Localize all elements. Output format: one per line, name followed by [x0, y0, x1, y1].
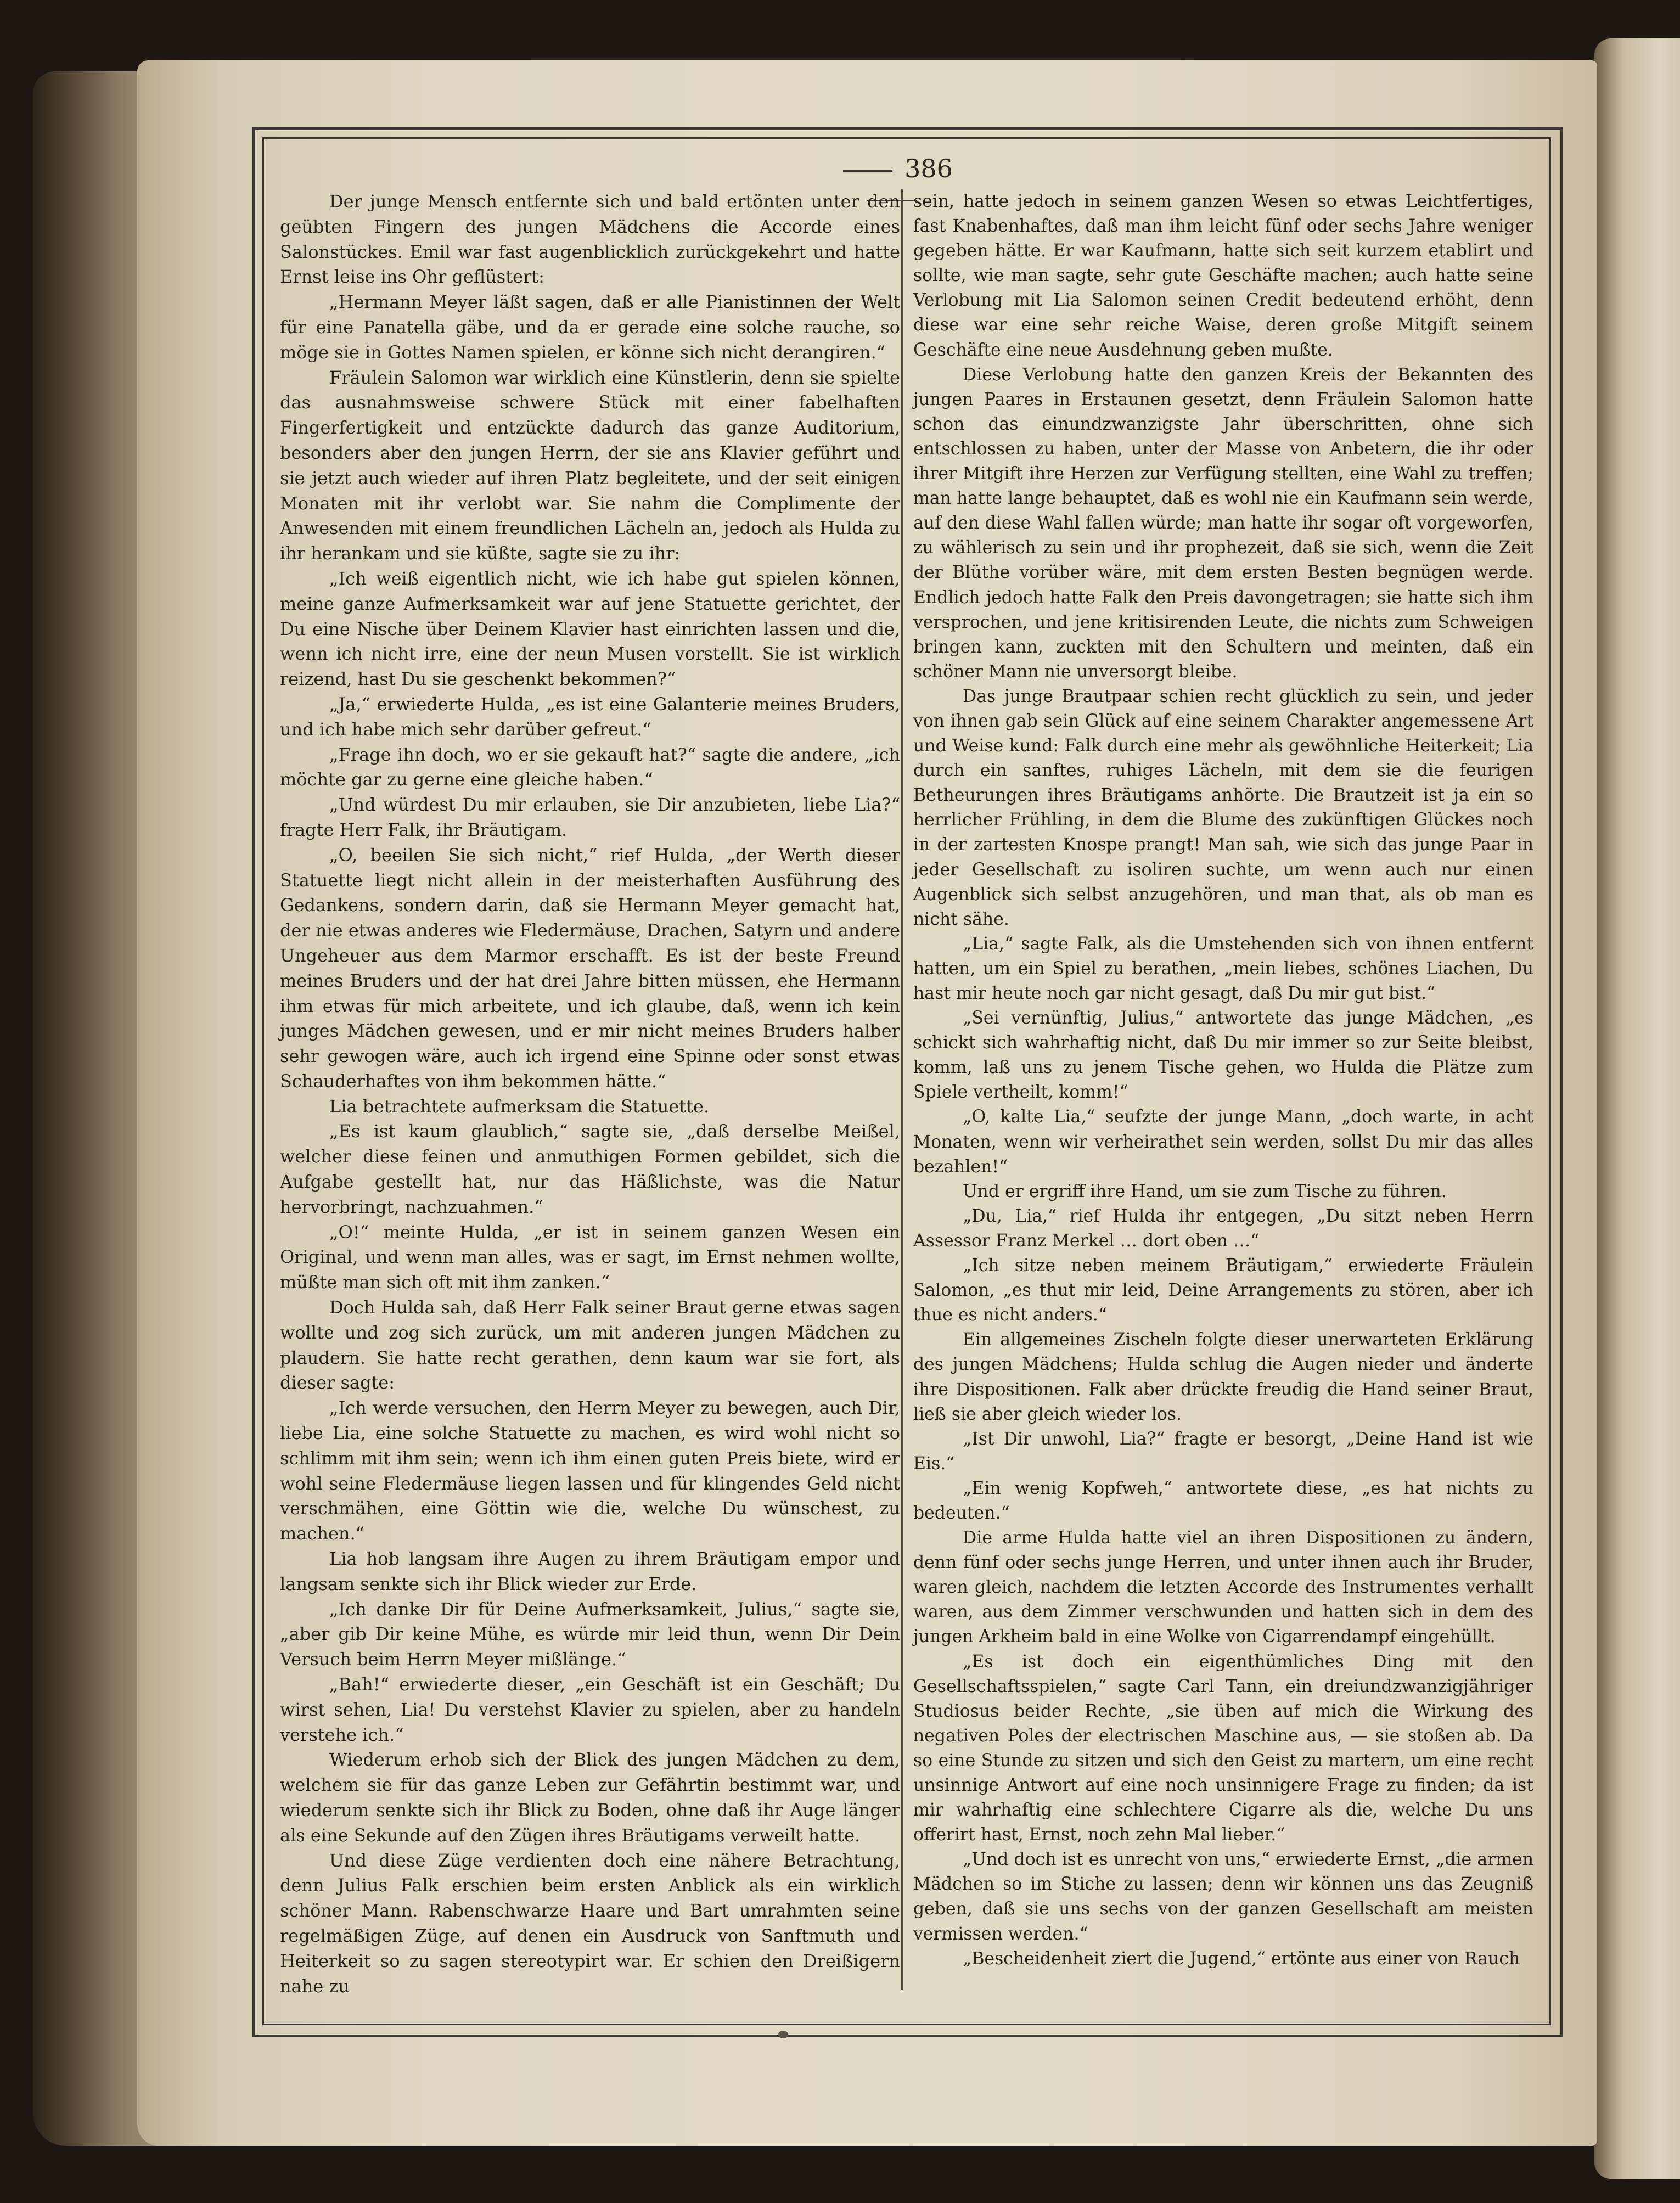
paragraph: Lia betrachtete aufmerksam die Statuette.: [329, 1095, 710, 1117]
paragraph: Der junge Mensch entfernte sich und bald ertönten unter den geübten Fingern des jungen Mädchens die Accorde eines Salonstückes. Emil war fast augenblicklich zurückgekehrt und hatte Ernst leise ins Ohr geflüstert:: [280, 191, 900, 288]
paragraph: Fräulein Salomon war wirklich eine Künstlerin, denn sie spielte das ausnahmsweise schwere Stück mit einer fabelhaften Fingerfertigkeit und entzückte dadurch das ganze Auditorium, besonders aber den jungen Herrn, der sie ans Klavier geführt und sie jetzt auch wieder auf ihren Platz begleitete, und der seit einigen Monaten mit ihr verlobt war. Sie nahm die Complimente der Anwesenden mit einem freundlichen Lächeln an, jedoch als Hulda zu ihr herankam und sie küßte, sagte sie zu ihr:: [280, 367, 900, 564]
paragraph: „Und doch ist es unrecht von uns,“ erwiederte Ernst, „die armen Mädchen so im Stiche zu lassen; denn wir können uns das Zeugniß geben, daß sie uns sechs von der ganzen Gesellschaft am meisten vermissen werden.“: [913, 1850, 1533, 1944]
paragraph: „Es ist doch ein eigenthümliches Ding mit den Gesellschaftsspielen,“ sagte Carl Tann, ein dreiundzwanzigjähriger Studiosus beider Rechte, „sie üben auf mich die Wirkung des negativen Poles der electrischen Maschine aus, — sie stoßen ab. Da so eine Stunde zu sitzen und sich den Geist zu martern, um eine recht unsinnige Antwort auf eine noch unsinnigere Frage zu finden; da ist mir wahrhaftig eine schlechtere Cigarre als die, welche Du uns offerirt hast, Ernst, noch zehn Mal lieber.“: [913, 1651, 1533, 1845]
paragraph: „Ich danke Dir für Deine Aufmerksamkeit, Julius,“ sagte sie, „aber gib Dir keine Mühe, es würde mir leid thun, wenn Dir Dein Versuch beim Herrn Meyer mißlänge.“: [280, 1598, 900, 1670]
paragraph: „Bah!“ erwiederte dieser, „ein Geschäft ist ein Geschäft; Du wirst sehen, Lia! Du verstehst Klavier zu spielen, aber zu handeln verstehe ich.“: [280, 1674, 900, 1745]
paragraph: Die arme Hulda hatte viel an ihren Dispositionen zu ändern, denn fünf oder sechs junge Herren, und unter ihnen auch ihr Bruder, waren gleich, nachdem die letzten Accorde des Instrumentes verhallt waren, aus dem Zimmer verschwunden und hatten sich in dem des jungen Arkheim bald in eine Wolke von Cigarrendampf eingehüllt.: [913, 1528, 1533, 1647]
paragraph: „Ich werde versuchen, den Herrn Meyer zu bewegen, auch Dir, liebe Lia, eine solche Statuette zu machen, es wird wohl nicht so schlimm mit ihm sein; wenn ich ihm einen guten Preis biete, wird er wohl seine Fledermäuse liegen lassen und für klingendes Geld nicht verschmähen, eine Göttin wie die, welche Du wünschest, zu machen.“: [280, 1397, 900, 1544]
paragraph: „Frage ihn doch, wo er sie gekauft hat?“ sagte die andere, „ich möchte gar zu gerne eine gleiche haben.“: [280, 744, 900, 790]
paragraph: „Hermann Meyer läßt sagen, daß er alle Pianistinnen der Welt für eine Panatella gäbe, und da er gerade eine solche rauche, so möge sie in Gottes Namen spielen, er könne sich nicht derangiren.“: [280, 291, 900, 363]
paragraph: „Es ist kaum glaublich,“ sagte sie, „daß derselbe Meißel, welcher diese feinen und anmuthigen Formen gebildet, sich die Aufgabe gestellt hat, nur das Häßlichste, was die Natur hervorbringt, nachzuahmen.“: [280, 1121, 900, 1217]
left-column: [280, 189, 900, 1999]
paragraph: Lia hob langsam ihre Augen zu ihrem Bräutigam empor und langsam senkte sich ihr Blick wieder zur Erde.: [280, 1548, 900, 1594]
paragraph: „Sei vernünftig, Julius,“ antwortete das junge Mädchen, „es schickt sich wahrhaftig nicht, daß Du mir immer so zur Seite bleibst, komm, laß uns zu jenem Tische gehen, wo Hulda die Plätze zum Spiele vertheilt, komm!“: [913, 1008, 1533, 1103]
paragraph: „Ein wenig Kopfweh,“ antwortete diese, „es hat nichts zu bedeuten.“: [913, 1478, 1533, 1523]
facing-page-edge: [1594, 38, 1680, 2179]
paragraph: „Ist Dir unwohl, Lia?“ fragte er besorgt, „Deine Hand ist wie Eis.“: [913, 1429, 1533, 1474]
ink-spot: [778, 2031, 788, 2038]
paragraph: „Ich sitze neben meinem Bräutigam,“ erwiederte Fräulein Salomon, „es thut mir leid, Deine Arrangements zu stören, aber ich thue es nicht anders.“: [913, 1256, 1533, 1325]
paragraph: Wiederum erhob sich der Blick des jungen Mädchen zu dem, welchem sie für das ganze Leben zur Gefährtin bestimmt war, und wiederum senkte sich ihr Blick zu Boden, ohne daß ihr Auge länger als eine Sekunde auf den Zügen ihres Bräutigams verweilt hatte.: [280, 1749, 900, 1846]
paragraph: „O!“ meinte Hulda, „er ist in seinem ganzen Wesen ein Original, und wenn man alles, was er sagt, im Ernst nehmen wollte, müßte man sich oft mit ihm zanken.“: [280, 1221, 900, 1293]
paragraph: „O, kalte Lia,“ seufzte der junge Mann, „doch warte, in acht Monaten, wenn wir verheirathet sein werden, sollst Du mir das alles bezahlen!“: [913, 1107, 1533, 1177]
paragraph: „Ja,“ erwiederte Hulda, „es ist eine Galanterie meines Bruders, und ich habe mich sehr darüber gefreut.“: [280, 693, 900, 740]
paragraph: „Lia,“ sagte Falk, als die Umstehenden sich von ihnen entfernt hatten, um ein Spiel zu berathen, „mein liebes, schönes Liachen, Du hast mir heute noch gar nicht gesagt, daß Du mir gut bist.“: [913, 934, 1533, 1003]
paragraph: „Und würdest Du mir erlauben, sie Dir anzubieten, liebe Lia?“ fragte Herr Falk, ihr Bräutigam.: [280, 794, 900, 840]
paragraph: Das junge Brautpaar schien recht glücklich zu sein, und jeder von ihnen gab sein Glück auf eine seinem Charakter angemessene Art und Weise kund: Falk durch eine mehr als gewöhnliche Heiterkeit; Lia durch ein sanftes, ruhiges Lächeln, mit dem sie die feurigen Betheurungen ihres Bräutigams anhörte. Die Brautzeit ist ja ein so herrlicher Frühling, in dem die Blume des zukünftigen Glückes noch in der zartesten Knospe prangt! Man sah, wie sich das junge Paar in jeder Gesellschaft zu isoliren suchte, um wenn auch nur einen Augenblick sich selbst anzugehören, und man that, als ob man es nicht sähe.: [913, 686, 1533, 929]
paragraph: Doch Hulda sah, daß Herr Falk seiner Braut gerne etwas sagen wollte und zog sich zurück, um mit anderen jungen Mädchen zu plaudern. Sie hatte recht gerathen, denn kaum war sie fort, als dieser sagte:: [280, 1297, 900, 1393]
paragraph: Diese Verlobung hatte den ganzen Kreis der Bekannten des jungen Paares in Erstaunen gesetzt, denn Fräulein Salomon hatte schon das einundzwanzigste Jahr überschritten, ohne sich entschlossen zu haben, unter der Masse von Anbetern, die ihr oder ihrer Mitgift ihre Herzen zur Verfügung stellten, eine Wahl zu treffen; man hatte lange behauptet, daß es wohl nie ein Kaufmann sein werde, auf den diese Wahl fallen würde; man hatte ihr sogar oft vorgeworfen, zu wählerisch zu sein und ihr prophezeit, daß sie sich, wenn die Zeit der Blüthe vorüber wäre, mit dem ersten Besten begnügen werde. Endlich jedoch hatte Falk den Preis davongetragen; sie hatte sich ihm versprochen, und jene kritisirenden Leute, die nichts zum Schweigen bringen kann, zuckten mit den Schultern und meinten, daß ein schöner Mann nie unversorgt bleibe.: [913, 364, 1533, 682]
paragraph: „Du, Lia,“ rief Hulda ihr entgegen, „Du sitzt neben Herrn Assessor Franz Merkel … dort oben …“: [913, 1206, 1533, 1251]
paragraph: Und diese Züge verdienten doch eine nähere Betrachtung, denn Julius Falk erschien beim ersten Anblick als ein wirklich schöner Mann. Rabenschwarze Haare und Bart umrahmten seine regelmäßigen Züge, auf denen ein Ausdruck von Sanftmuth und Heiterkeit so zu sagen stereotypirt war. Er schien den Dreißigern nahe zu: [280, 1850, 900, 1997]
paragraph: Ein allgemeines Zischeln folgte dieser unerwarteten Erklärung des jungen Mädchens; Hulda schlug die Augen nieder und änderte ihre Dispositionen. Falk aber drückte freudig die Hand seiner Braut, ließ sie aber gleich wieder los.: [913, 1330, 1533, 1424]
paragraph: Und er ergriff ihre Hand, um sie zum Tische zu führen.: [963, 1181, 1447, 1201]
paragraph: „Ich weiß eigentlich nicht, wie ich habe gut spielen können, meine ganze Aufmerksamkeit war auf jene Statuette gerichtet, der Du eine Nische über Deinem Klavier hast einrichten lassen und die, wenn ich nicht irre, eine der neun Musen vorstellt. Sie ist wirklich reizend, hast Du sie geschenkt bekommen?“: [280, 567, 900, 690]
paragraph: „O, beeilen Sie sich nicht,“ rief Hulda, „der Werth dieser Statuette liegt nicht allein in der meisterhaften Ausführung des Gedankens, sondern darin, daß sie Hermann Meyer gemacht hat, der nie etwas anderes wie Fledermäuse, Drachen, Satyrn und andere Ungeheuer aus dem Marmor erschafft. Es ist der beste Freund meines Bruders und der hat drei Jahre bitten müssen, ehe Hermann ihm etwas für mich arbeitete, und ich glaube, daß, wenn ich kein junges Mädchen gewesen, und er mir nicht meines Bruders halber sehr gewogen wäre, auch ich irgend eine Spinne oder sonst etwas Schauderhaftes von ihm bekommen hätte.“: [280, 844, 900, 1092]
page-number-text: 386: [904, 154, 953, 183]
right-column: [913, 189, 1533, 1971]
paragraph: „Bescheidenheit ziert die Jugend,“ ertönte aus einer von Rauch: [963, 1948, 1520, 1969]
column-divider: [901, 189, 903, 1990]
paragraph: sein, hatte jedoch in seinem ganzen Wesen so etwas Leichtfertiges, fast Knabenhaftes, daß man ihm leicht fünf oder sechs Jahre weniger gegeben hätte. Er war Kaufmann, hatte sich seit kurzem etablirt und sollte, wie man sagte, sehr gute Geschäfte machen; auch hatte seine Verlobung mit Lia Salomon seinen Credit bedeutend erhöht, denn diese war eine sehr reiche Waise, deren große Mitgift seinem Geschäfte eine neue Ausdehnung geben mußte.: [913, 192, 1533, 360]
